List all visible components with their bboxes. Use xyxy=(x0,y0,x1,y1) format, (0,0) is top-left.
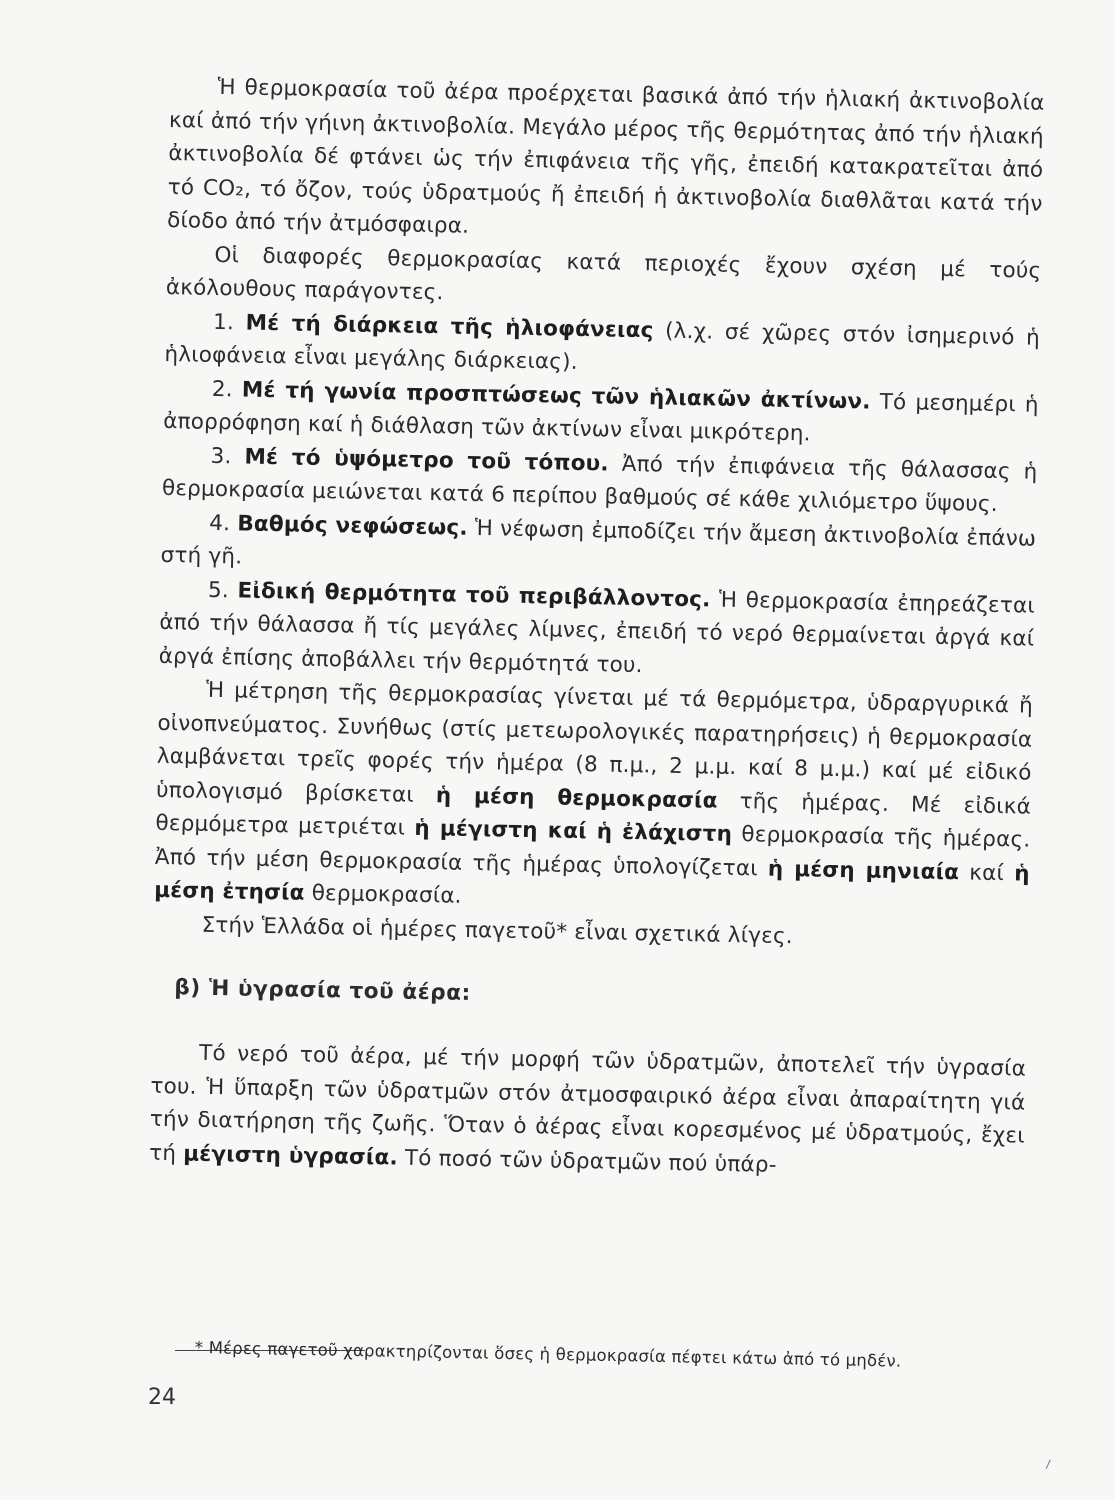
text-run: θερμοκρασία τῆς ἡμέρας. Ἀπό τήν μέση θερμοκρασία τῆς ἡμέρας ὑπολογίζεται xyxy=(154,822,1031,881)
page-body xyxy=(149,70,1045,1187)
item-title: Βαθμός νεφώσεως. xyxy=(237,510,468,541)
item-number: 4. xyxy=(209,510,231,536)
item-text: (λ.χ. σέ χῶρες στόν ἰσημερινό ἡ ἡλιοφάνεια εἶναι μεγάλης διάρκειας). xyxy=(164,318,1041,375)
text-run: Ἡ μέτρηση τῆς θερμοκρασίας γίνεται μέ τά θερμόμετρα, ὑδραργυρικά ἤ οἰνοπνεύματος. Συνήθως (στίς μετεωρολογικές παρατηρήσεις) ἡ θερμοκρασία λαμβάνεται τρεῖς φορές τήν ἡμέρα (8 π.μ., 2 μ.μ. καί 8 μ.μ.) καί μέ εἰδικό ὑπολογισμό βρίσκεται xyxy=(155,677,1034,808)
paragraph-air-temperature: Ἡ θερμοκρασία τοῦ ἀέρα προέρχεται βασικά ἀπό τήν ἡλιακή ἀκτινοβολία καί ἀπό τήν γήινη ἀκτινοβολία. Μεγάλο μέρος τῆς θερμότητας ἀπό τήν ἡλιακή ἀκτινοβολία δέ φτάνει ὡς τήν ἐπιφάνεια τῆς γῆς, ἐπειδή κατακρατεῖται ἀπό τό CO₂, τό ὄζον, τούς ὑδρατμούς ἤ ἐπειδή ἡ ἀκτινοβολία διαθλᾶται κατά τήν δίοδο ἀπό τήν ἀτμόσφαιρα. xyxy=(166,74,1045,239)
item-number: 5. xyxy=(207,577,230,603)
text-run: καί xyxy=(969,859,1005,886)
item-number: 2. xyxy=(211,376,234,402)
item-number: 3. xyxy=(210,443,232,469)
text-run: Τό ποσό τῶν ὑδρατμῶν πού ὑπάρ- xyxy=(404,1145,777,1178)
item-number: 1. xyxy=(212,309,235,335)
paragraph-factors-intro: Οἱ διαφορές θερμοκρασίας κατά περιοχές ἔχουν σχέση μέ τούς ἀκόλουθους παράγοντες. xyxy=(165,242,1042,306)
paragraph-frost-days: Στήν Ἑλλάδα οἱ ἡμέρες παγετοῦ* εἶναι σχετικά λίγες. xyxy=(201,912,794,949)
bold-term: ἡ μέση μηνιαία xyxy=(767,856,960,885)
footnote: * Μέρες παγετοῦ χαρακτηρίζονται ὅσες ἡ θερμοκρασία πέφτει κάτω ἀπό τό μηδέν. xyxy=(194,1337,902,1371)
page-number: 24 xyxy=(148,1385,176,1410)
item-text: Ἡ θερμοκρασία ἐπηρεάζεται ἀπό τήν θάλασσα ἤ τίς μεγάλες λίμνες, ἐπειδή τό νερό θερμαίνεται ἀργά καί ἀργά ἐπίσης ἀποβάλλει τήν θερμότητά του. xyxy=(158,587,1036,678)
bold-term: ἡ μέση θερμοκρασία xyxy=(435,782,718,814)
item-text: Τό μεσημέρι ἡ ἀπορρόφηση καί ἡ διάθλαση τῶν ἀκτίνων εἶναι μικρότερη. xyxy=(163,389,1039,447)
scan-mark xyxy=(1040,1457,1051,1469)
factors-list xyxy=(158,304,1040,689)
item-text: Ἡ νέφωση ἐμποδίζει τήν ἄμεση ἀκτινοβολία ἐπάνω στή γῆ. xyxy=(160,515,1037,570)
bold-term: ἡ μέγιστη καί ἡ ἐλάχιστη xyxy=(414,815,733,847)
text-run: θερμοκρασία. xyxy=(311,880,462,909)
text-run: τῆς ἡμέρας. Μέ εἰδικά θερμόμετρα μετριέται xyxy=(155,788,1032,841)
paragraph-temperature-measurement xyxy=(154,673,1033,924)
bold-term: μέγιστη ὑγρασία. xyxy=(182,1140,399,1171)
item-title: Μέ τό ὑψόμετρο τοῦ τόπου. xyxy=(244,444,610,476)
item-title: Μέ τή διάρκεια τῆς ἡλιοφάνειας xyxy=(245,310,654,343)
item-title: Μέ τή γωνία προσπτώσεως τῶν ἡλιακῶν ἀκτίνων. xyxy=(241,376,871,415)
item-text: Ἀπό τήν ἐπιφάνεια τῆς θάλασσας ἡ θερμοκρασία μειώνεται κατά 6 περίπου βαθμούς σέ κάθε χιλιόμετρο ὕψους. xyxy=(161,451,1038,517)
paragraph-air-humidity xyxy=(149,1036,1026,1187)
list-item xyxy=(158,572,1035,689)
bold-term: ἡ μέση ἐτησία xyxy=(154,860,1030,906)
subsection-title: β) Ἡ ὑγρασία τοῦ ἀέρα: xyxy=(174,975,472,1006)
item-title: Εἰδική θερμότητα τοῦ περιβάλλοντος. xyxy=(237,577,711,612)
text-run: Τό νερό τοῦ ἀέρα, μέ τήν μορφή τῶν ὑδρατμῶν, ἀποτελεῖ τήν ὑγρασία του. Ἡ ὕπαρξη τῶν ὑδρατμῶν στόν ἀτμοσφαιρικό ἀέρα εἶναι ἀπαραίτητη γιά τήν διατήρηση τῆς ζωῆς. Ὅταν ὁ ἀέρας εἶναι κορεσμένος μέ ὑδρατμούς, ἔχει τή xyxy=(148,1040,1027,1166)
